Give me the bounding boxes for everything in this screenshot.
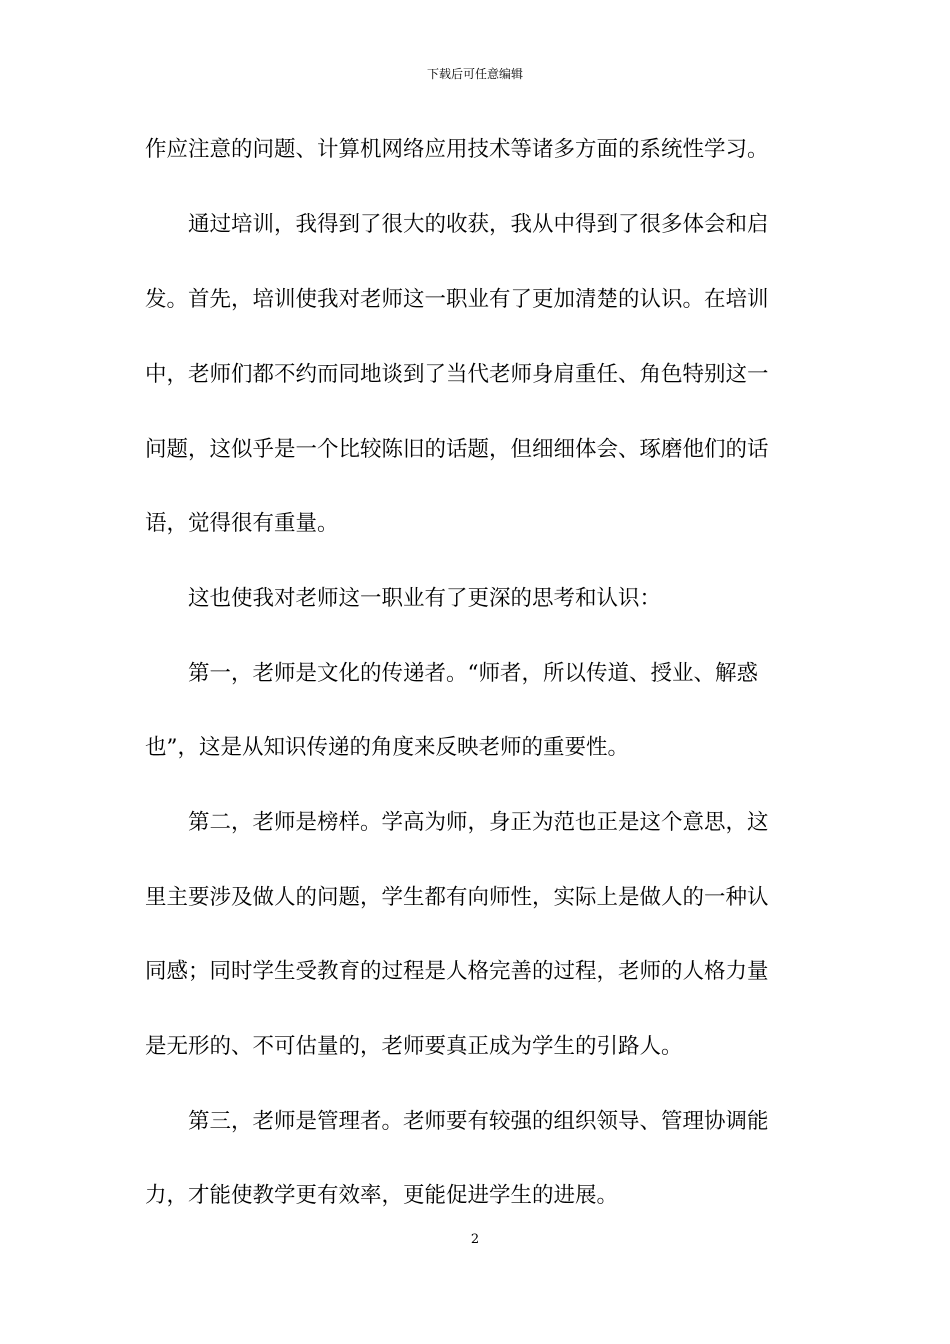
text-line: 发。首先，培训使我对老师这一职业有了更加清楚的认识。在培训 xyxy=(145,287,769,312)
text-line: 同感；同时学生受教育的过程是人格完善的过程，老师的人格力量 xyxy=(145,959,769,984)
text-line: 作应注意的问题、计算机网络应用技术等诸多方面的系统性学习。 xyxy=(145,137,769,162)
text-line: 中，老师们都不约而同地谈到了当代老师身肩重任、角色特别这一 xyxy=(145,362,769,387)
text-line: 问题，这似乎是一个比较陈旧的话题，但细细体会、琢磨他们的话 xyxy=(145,437,769,462)
text-line: 力，才能使教学更有效率，更能促进学生的进展。 xyxy=(145,1183,619,1208)
page-number: 2 xyxy=(470,1232,480,1247)
text-line: 是无形的、不可估量的，老师要真正成为学生的引路人。 xyxy=(145,1034,683,1059)
text-line: 第三，老师是管理者。老师要有较强的组织领导、管理协调能 xyxy=(145,1109,769,1134)
text-line: 通过培训，我得到了很大的收获，我从中得到了很多体会和启 xyxy=(145,212,769,237)
page-header: 下载后可任意编辑 xyxy=(426,67,523,81)
text-line: 第一，老师是文化的传递者。“师者，所以传道、授业、解惑 xyxy=(145,661,758,686)
text-line: 也”，这是从知识传递的角度来反映老师的重要性。 xyxy=(145,735,629,760)
text-line: 这也使我对老师这一职业有了更深的思考和认识： xyxy=(145,586,662,611)
text-line: 第二，老师是榜样。学高为师，身正为范也正是这个意思，这 xyxy=(145,810,769,835)
text-line: 语，觉得很有重量。 xyxy=(145,511,339,536)
text-line: 里主要涉及做人的问题，学生都有向师性，实际上是做人的一种认 xyxy=(145,885,769,910)
